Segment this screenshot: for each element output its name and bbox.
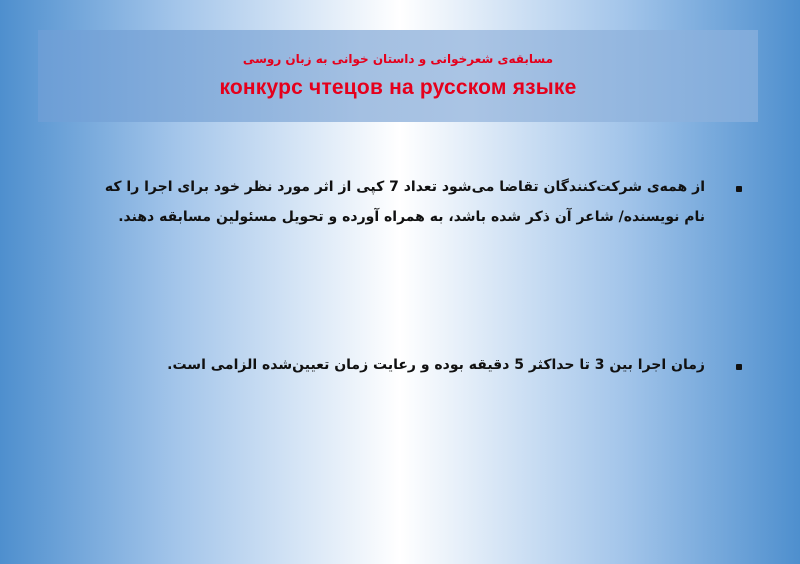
title-persian: مسابقه‌ی شعرخوانی و داستان خوانی به زبان روسی bbox=[242, 52, 554, 66]
title-russian: конкурс чтецов на русском языке bbox=[219, 76, 577, 99]
title-banner bbox=[38, 30, 758, 122]
bullet-marker-1 bbox=[736, 186, 742, 192]
bullet-text-1: از همه‌ی شرکت‌کنندگان تقاضا می‌شود تعداد 7 کپی از اثر مورد نظر خود برای اجرا را که نام نویسنده/ شاعر آن ذکر شده باشد، به همراه آورده و تحویل مسئولین مسابقه دهند. bbox=[104, 179, 705, 225]
bullet-marker-2 bbox=[736, 364, 742, 370]
bullet-text-2: زمان اجرا بین 3 تا حداکثر 5 دقیقه بوده و رعایت زمان تعیین‌شده الزامی است. bbox=[167, 357, 705, 373]
